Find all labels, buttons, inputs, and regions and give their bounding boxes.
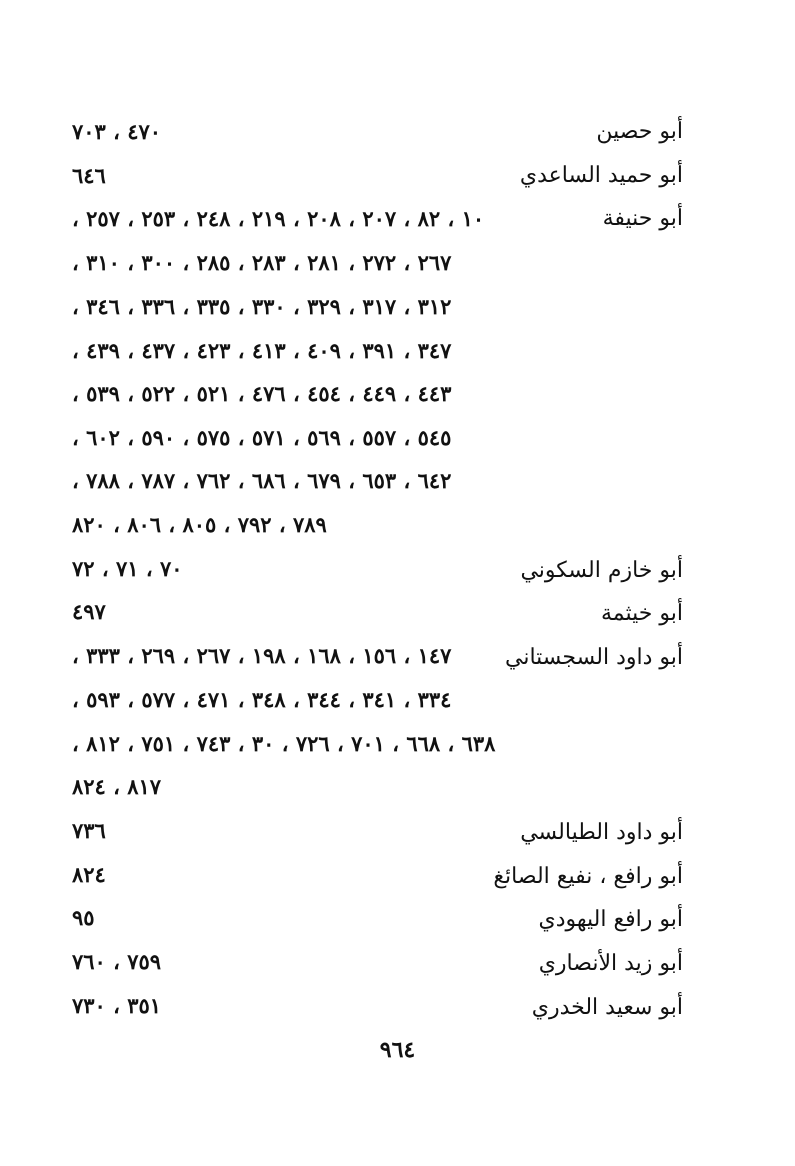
entry-name: أبو خازم السكوني — [520, 558, 683, 583]
entry-name: أبو رافع اليهودي — [538, 907, 683, 932]
entry-page-refs: ٣١٢ ، ٣١٧ ، ٣٢٩ ، ٣٣٠ ، ٣٣٥ ، ٣٣٦ ، ٣٤٦ ، — [72, 294, 452, 319]
entry-page-refs: ٧٥٩ ، ٧٦٠ — [72, 949, 162, 974]
entry-name: أبو رافع ، نفيع الصائغ — [493, 864, 683, 889]
entry-page-refs: ٤٩٧ — [72, 599, 106, 624]
entry-page-refs: ٦٣٨ ، ٦٦٨ ، ٧٠١ ، ٧٢٦ ، ٣٠ ، ٧٤٣ ، ٧٥١ ، ٨١٢ ، — [72, 731, 496, 756]
entry-name: أبو حصين — [596, 119, 683, 144]
entry-page-refs: ١٠ ، ٨٢ ، ٢٠٧ ، ٢٠٨ ، ٢١٩ ، ٢٤٨ ، ٢٥٣ ، ٢٥٧ ، — [72, 206, 485, 231]
entry-page-refs: ٣٤٧ ، ٣٩١ ، ٤٠٩ ، ٤١٣ ، ٤٢٣ ، ٤٣٧ ، ٤٣٩ ، — [72, 338, 452, 363]
entry-page-refs: ٨٢٤ — [72, 862, 106, 887]
entry-name: أبو داود الطيالسي — [520, 820, 683, 845]
entry-page-refs: ٧٨٩ ، ٧٩٢ ، ٨٠٥ ، ٨٠٦ ، ٨٢٠ — [72, 512, 327, 537]
entry-name: أبو حنيفة — [602, 206, 683, 231]
entry-page-refs: ٣٥١ ، ٧٣٠ — [72, 993, 162, 1018]
entry-name: أبو داود السجستاني — [505, 645, 683, 670]
entry-page-refs: ٩٥ — [72, 905, 95, 930]
entry-page-refs: ٤٤٣ ، ٤٤٩ ، ٤٥٤ ، ٤٧٦ ، ٥٢١ ، ٥٢٢ ، ٥٣٩ ، — [72, 381, 452, 406]
entry-page-refs: ٣٣٤ ، ٣٤١ ، ٣٤٤ ، ٣٤٨ ، ٤٧١ ، ٥٧٧ ، ٥٩٣ ، — [72, 687, 452, 712]
entry-name: أبو خيثمة — [601, 601, 683, 626]
entry-page-refs: ١٤٧ ، ١٥٦ ، ١٦٨ ، ١٩٨ ، ٢٦٧ ، ٢٦٩ ، ٣٣٣ ، — [72, 643, 452, 668]
entry-name: أبو حميد الساعدي — [519, 163, 683, 188]
entry-page-refs: ٢٦٧ ، ٢٧٢ ، ٢٨١ ، ٢٨٣ ، ٢٨٥ ، ٣٠٠ ، ٣١٠ ، — [72, 250, 452, 275]
entry-name: أبو زيد الأنصاري — [538, 951, 683, 976]
entry-page-refs: ٥٤٥ ، ٥٥٧ ، ٥٦٩ ، ٥٧١ ، ٥٧٥ ، ٥٩٠ ، ٦٠٢ ، — [72, 425, 452, 450]
entry-page-refs: ٧٠ ، ٧١ ، ٧٢ — [72, 556, 183, 581]
page-number: ٩٦٤ — [379, 1037, 416, 1063]
entry-name: أبو سعيد الخدري — [531, 995, 683, 1020]
entry-page-refs: ٧٣٦ — [72, 818, 106, 843]
entry-page-refs: ٤٧٠ ، ٧٠٣ — [72, 119, 162, 144]
entry-page-refs: ٦٤٢ ، ٦٥٣ ، ٦٧٩ ، ٦٨٦ ، ٧٦٢ ، ٧٨٧ ، ٧٨٨ ، — [72, 468, 452, 493]
entry-page-refs: ٦٤٦ — [72, 163, 106, 188]
entry-page-refs: ٨١٧ ، ٨٢٤ — [72, 774, 162, 799]
